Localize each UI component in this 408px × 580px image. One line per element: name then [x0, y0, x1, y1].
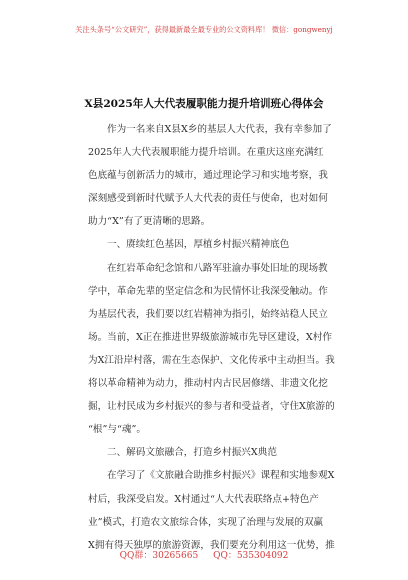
- body-line: 业”模式，打造农文旅综合体，实现了治理与发展的双赢: [88, 516, 324, 528]
- footer-qq-contact: QQ：535304092: [213, 551, 289, 561]
- body-line: 场。当前，X正在推进世界级旅游城市先导区建设，X村作: [88, 331, 332, 343]
- footer-note: [0, 548, 408, 561]
- body-line: 深刻感受到新时代赋予人大代表的责任与使命，也对如何: [88, 193, 328, 205]
- body-line: 将以革命精神为动力，推动村内古民居修缮、非遗文化挖: [88, 378, 328, 390]
- body-line: “根”与“魂”。: [88, 424, 146, 436]
- body-line: 为X江沿岸村落，需在生态保护、文化传承中主动担当。我: [88, 354, 335, 366]
- body-line: 二、解码文旅融合，打造乡村振兴X典范: [107, 447, 277, 459]
- page-title: X县2025年人大代表履职能力提升培训班心得体会: [84, 98, 324, 110]
- body-line: X拥有得天独厚的旅游资源，我们要充分利用这一优势，推: [88, 539, 335, 551]
- body-line: 作为一名来自X县X乡的基层人大代表，我有幸参加了: [107, 124, 332, 135]
- body-line: 色底蕴与创新活力的城市，通过理论学习和实地考察，我: [88, 170, 328, 182]
- body-line: 为基层代表，我们要以红岩精神为指引，始终站稳人民立: [88, 308, 328, 320]
- body-line: 在学习了《文旅融合助推乡村振兴》课程和实地参观X: [107, 470, 335, 482]
- header-note: 关注头条号“公文研究”，获得最新最全最专业的公文资料库！ 微信：gongwenyj: [75, 25, 333, 34]
- footer-qq-group: QQ群：30265665: [119, 551, 199, 561]
- body-line: 一、赓续红色基因，厚植乡村振兴精神底色: [107, 239, 290, 251]
- body-line: 村后，我深受启发。X村通过“人大代表联络点+特色产: [88, 493, 319, 505]
- body-line: 掘，让村民成为乡村振兴的参与者和受益者，守住X旅游的: [88, 401, 335, 413]
- body-line: 2025年人大代表履职能力提升培训。在重庆这座充满红: [88, 147, 324, 159]
- document-body: [88, 118, 335, 557]
- body-line: 助力“X”有了更清晰的思路。: [88, 216, 211, 228]
- body-line: 在红岩革命纪念馆和八路军驻渝办事处旧址的现场教: [107, 262, 328, 274]
- body-line: 学中，革命先辈的坚定信念和为民情怀让我深受触动。作: [88, 285, 328, 297]
